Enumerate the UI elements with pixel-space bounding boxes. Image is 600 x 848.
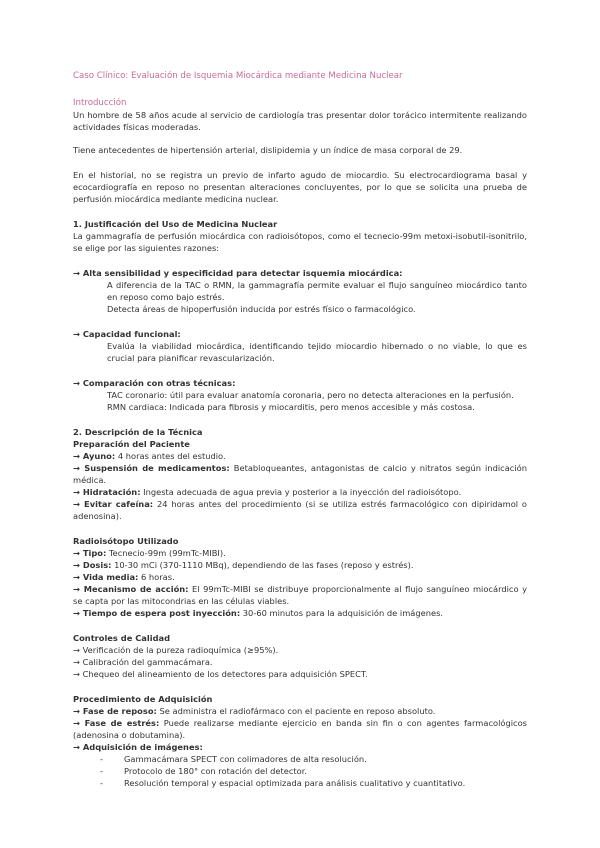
acq-rest-label: → Fase de reposo:	[73, 706, 157, 716]
radio-item-dose	[73, 559, 527, 571]
radio-dose-text: 10-30 mCi (370-1110 MBq), dependiendo de las fases (reposo y estrés).	[111, 560, 414, 570]
qc-item-purity: → Verificación de la pureza radioquímica (≥95%).	[73, 645, 279, 655]
qc-item-alignment: → Chequeo del alineamiento de los detectores para adquisición SPECT.	[73, 669, 368, 679]
imaging-bullet-1	[73, 753, 527, 765]
quality-control-heading: Controles de Calidad	[73, 633, 171, 643]
prep-fasting-text: 4 horas antes del estudio.	[115, 451, 226, 461]
tac-label: TAC coronario:	[107, 390, 168, 400]
radioisotope-heading: Radioisótopo Utilizado	[73, 536, 179, 546]
radio-wait-time-text: 30-60 minutos para la adquisición de imágenes.	[240, 608, 444, 618]
qc-item-calibration: → Calibración del gammacámara.	[73, 657, 213, 667]
radio-type-text: Tecnecio-99m (99mTc-MIBI).	[106, 548, 226, 558]
dash-marker: -	[100, 766, 103, 776]
comparison-rmn	[107, 401, 527, 413]
radio-wait-time-label: → Tiempo de espera post inyección:	[73, 608, 241, 618]
acq-item-imaging: → Adquisición de imágenes:	[73, 742, 203, 752]
rmn-text: Indicada para fibrosis y miocarditis, pero menos accesible y más costosa.	[166, 402, 475, 412]
radio-dose-label: → Dosis:	[73, 560, 112, 570]
radio-half-life-label: → Vida media:	[73, 572, 139, 582]
radio-type-label: → Tipo:	[73, 548, 107, 558]
imaging-bullet-3	[73, 777, 527, 789]
comparison-tac	[107, 389, 527, 401]
prep-item-fasting	[73, 450, 527, 462]
radio-mechanism-text: El 99mTc-MIBI se distribuye proporcionalmente al flujo sanguíneo miocárdico y se capta por las mitocondrias en las células viables.	[73, 584, 527, 606]
radio-item-type	[73, 547, 527, 559]
radio-item-mechanism	[73, 583, 527, 607]
acq-item-stress	[73, 717, 527, 741]
prep-hydration-text: Ingesta adecuada de agua previa y posterior a la inyección del radioisótopo.	[140, 487, 462, 497]
intro-paragraph-1: Un hombre de 58 años acude al servicio de cardiología tras presentar dolor torácico intermitente realizando actividades físicas moderadas.	[73, 110, 527, 132]
acquisition-list	[73, 705, 527, 789]
functional-capacity-heading: → Capacidad funcional:	[73, 329, 181, 339]
radio-item-wait-time	[73, 607, 527, 619]
intro-paragraph-2: Tiene antecedentes de hipertensión arterial, dislipidemia y un índice de masa corporal de 29.	[73, 145, 463, 155]
imaging-bullet-text: Protocolo de 180° con rotación del detector.	[124, 766, 308, 776]
sensitivity-line-1: A diferencia de la TAC o RMN, la gammagrafía permite evaluar el flujo sanguíneo miocárdico tanto en reposo como bajo estrés.	[107, 280, 527, 302]
prep-medication-text: Betabloqueantes, antagonistas de calcio y nitratos según indicación médica.	[73, 463, 527, 485]
radio-half-life-text: 6 horas.	[138, 572, 175, 582]
section-1-intro: La gammagrafía de perfusión miocárdica con radioisótopos, como el tecnecio-99m metoxi-isobutil-isonitrilo, se elige por las siguientes razones:	[73, 231, 527, 253]
prep-medication-label: → Suspensión de medicamentos:	[73, 463, 230, 473]
dash-marker: -	[100, 754, 103, 764]
acq-item-rest	[73, 705, 527, 717]
document-title: Caso Clínico: Evaluación de Isquemia Miocárdica mediante Medicina Nuclear	[73, 71, 403, 81]
preparation-list	[73, 450, 527, 522]
comparison-heading: → Comparación con otras técnicas:	[73, 378, 236, 388]
dash-marker: -	[100, 778, 103, 788]
sensitivity-heading: → Alta sensibilidad y especificidad para detectar isquemia miocárdica:	[73, 268, 403, 278]
prep-item-hydration	[73, 486, 527, 498]
prep-fasting-label: → Ayuno:	[73, 451, 116, 461]
prep-caffeine-text: 24 horas antes del procedimiento (si se utiliza estrés farmacológico con dipiridamol o adenosina).	[73, 499, 528, 521]
radioisotope-list	[73, 547, 527, 619]
quality-control-list	[73, 644, 527, 680]
intro-heading: Introducción	[73, 98, 127, 108]
functional-capacity-details	[73, 340, 527, 364]
intro-paragraph-3: En el historial, no se registra un previo de infarto agudo de miocardio. Su electrocardiograma basal y ecocardiografía en reposo no presentan alteraciones concluyentes, por lo que se solicita una prueba de perfusión miocárdica mediante medicina nuclear.	[73, 170, 527, 204]
section-2-heading: 2. Descripción de la Técnica	[73, 427, 203, 437]
tac-text: útil para evaluar anatomía coronaria, pero no detecta alteraciones en la perfusión.	[167, 390, 514, 400]
rmn-label: RMN cardiaca:	[107, 402, 167, 412]
radio-mechanism-label: → Mecanismo de acción:	[73, 584, 189, 594]
prep-caffeine-label: → Evitar cafeína:	[73, 499, 154, 509]
prep-item-medication	[73, 462, 527, 486]
preparation-heading: Preparación del Paciente	[73, 439, 190, 449]
radio-item-half-life	[73, 571, 527, 583]
prep-hydration-label: → Hidratación:	[73, 487, 141, 497]
imaging-bullet-text: Gammacámara SPECT con colimadores de alta resolución.	[124, 754, 367, 764]
sensitivity-line-2: Detecta áreas de hipoperfusión inducida por estrés físico o farmacológico.	[107, 304, 416, 314]
comparison-details	[73, 389, 527, 413]
acq-stress-label: → Fase de estrés:	[73, 718, 160, 728]
acq-stress-text: Puede realizarse mediante ejercicio en banda sin fin o con agentes farmacológicos (adenosina o dobutamina).	[73, 718, 527, 740]
imaging-bullet-2	[73, 765, 527, 777]
acq-rest-text: Se administra el radiofármaco con el paciente en reposo absoluto.	[156, 706, 436, 716]
acquisition-heading: Procedimiento de Adquisición	[73, 694, 213, 704]
functional-capacity-line: Evalúa la viabilidad miocárdica, identificando tejido miocardio hibernado o no viable, lo que es crucial para planificar revascularización.	[107, 341, 527, 363]
section-1-heading: 1. Justificación del Uso de Medicina Nuclear	[73, 219, 278, 229]
imaging-bullet-text: Resolución temporal y espacial optimizada para análisis cualitativo y cuantitativo.	[124, 778, 466, 788]
prep-item-caffeine	[73, 498, 527, 522]
sensitivity-details	[73, 279, 527, 315]
